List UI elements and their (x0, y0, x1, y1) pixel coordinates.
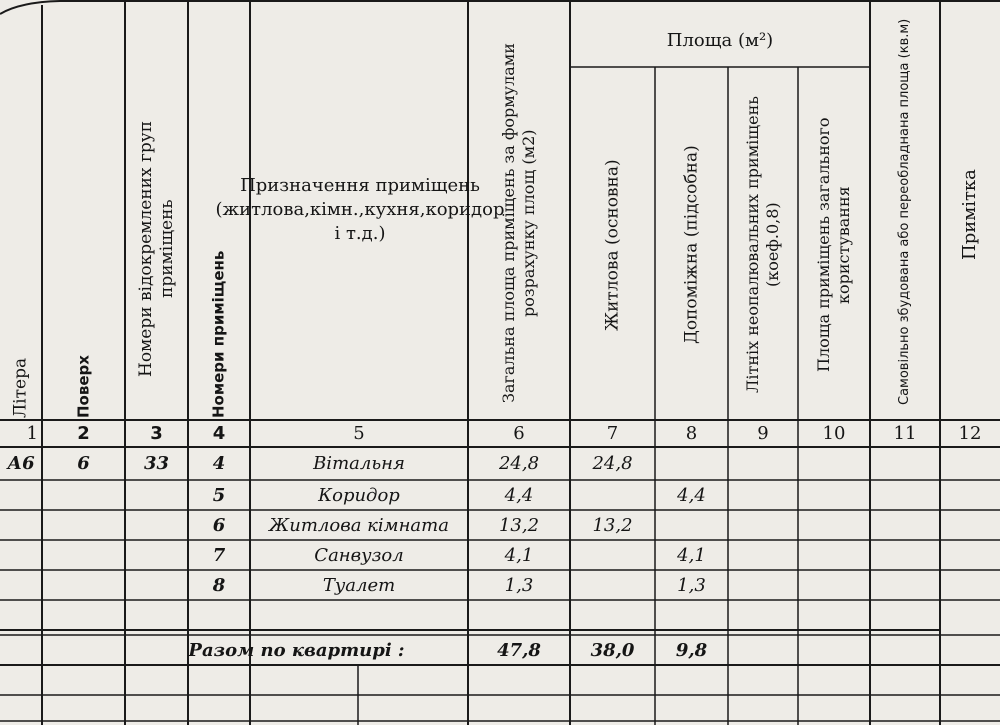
row-2-purpose: Коридор (318, 484, 400, 506)
col-number-10: 10 (822, 423, 846, 444)
header-common-use: Площа приміщень загального користування (814, 117, 853, 373)
row-3-purpose: Житлова кімната (269, 514, 449, 536)
row-5-purpose: Туалет (322, 574, 396, 596)
row-1-floor: 6 (77, 453, 90, 474)
row-3-aux (655, 510, 728, 540)
row-3-living: 13,2 (592, 514, 633, 536)
row-4-room: 7 (212, 544, 226, 566)
col-number-8: 8 (685, 423, 698, 444)
col-number-11: 11 (893, 423, 917, 444)
col-number-7: 7 (606, 423, 619, 444)
header-floor: Поверх (74, 355, 93, 418)
total-label: Разом по квартирі : (188, 639, 405, 661)
col-number-1: 1 (26, 423, 38, 444)
col-number-4: 4 (212, 423, 226, 444)
row-3-room: 6 (212, 514, 226, 536)
total-area: 47,8 (497, 639, 541, 661)
col-number-6: 6 (513, 423, 525, 444)
header-area-group: Площа (м²) (666, 29, 774, 51)
header-total-area: Загальна площа приміщень за формулами розрахунку площ (м2) (499, 43, 538, 403)
header-auxiliary: Допоміжна (підсобна) (681, 145, 702, 345)
row-4-total: 4,1 (504, 544, 534, 566)
header-living: Житлова (основна) (602, 159, 623, 331)
row-5-room: 8 (212, 574, 226, 596)
row-1-total: 24,8 (498, 453, 540, 474)
total-living: 38,0 (590, 639, 635, 661)
row-3-total: 13,2 (498, 514, 540, 536)
header-room-numbers: Номери приміщень (209, 250, 228, 418)
header-purpose (215, 150, 505, 270)
row-1-purpose: Вітальня (313, 453, 405, 474)
row-2-living (570, 480, 655, 510)
row-4-aux: 4,1 (677, 544, 706, 566)
header-note: Примітка (958, 169, 980, 261)
row-1-litera: А6 (7, 453, 35, 474)
row-1-living: 24,8 (592, 453, 633, 474)
row-1-room: 4 (212, 453, 226, 474)
header-litera: Літера (10, 357, 31, 418)
total-aux: 9,8 (675, 639, 708, 661)
row-2-total: 4,4 (504, 484, 534, 506)
row-5-total: 1,3 (504, 574, 534, 596)
header-purpose-text: Призначення приміщень (житлова,кімн.,кухня,коридор і т.д.) (215, 174, 505, 245)
header-unauthorized-area: Самовільно збудована або переобладнана площа (кв.м) (896, 18, 912, 406)
row-4-living (570, 540, 655, 570)
col-number-3: 3 (150, 423, 163, 444)
row-4-purpose: Санвузол (314, 544, 404, 566)
row-2-aux: 4,4 (677, 484, 706, 506)
row-1-aux (655, 447, 728, 480)
top-border (0, 1, 1000, 14)
header-group-numbers: Номери відокремлених груп приміщень (135, 120, 177, 378)
row-5-aux: 1,3 (677, 574, 706, 596)
col-number-2: 2 (77, 423, 90, 444)
col-number-5: 5 (353, 423, 365, 444)
header-summer-rooms: Літніх неопалювальних приміщень (коеф.0,8) (743, 96, 782, 394)
row-1-group: 33 (143, 453, 170, 474)
col-number-12: 12 (958, 423, 982, 444)
col-number-9: 9 (757, 423, 769, 444)
row-2-room: 5 (212, 484, 226, 506)
row-5-living (570, 570, 655, 600)
